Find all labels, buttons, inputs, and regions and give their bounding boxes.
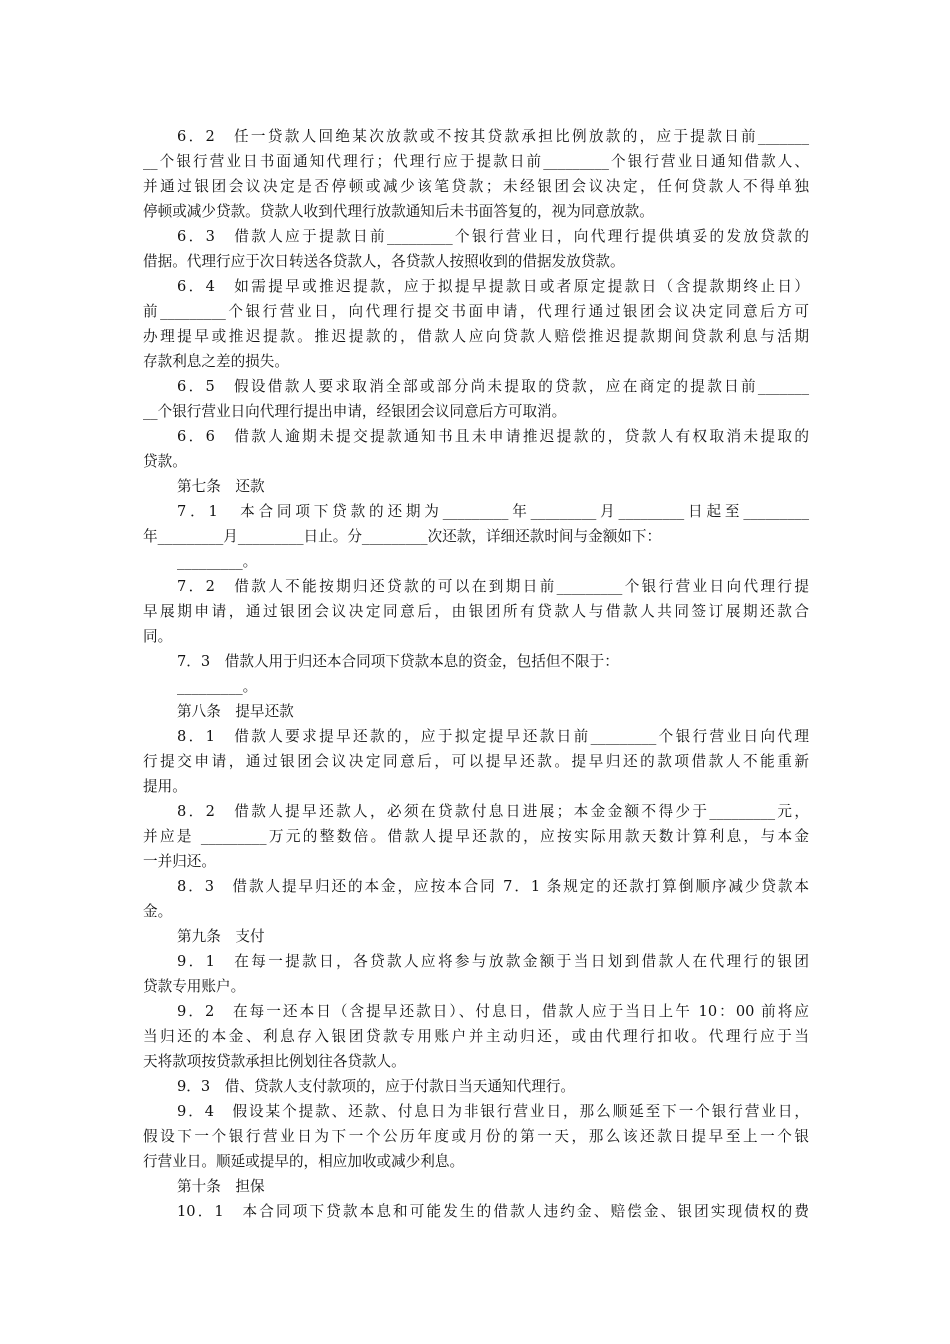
section-heading: 第七条 还款 bbox=[177, 478, 265, 495]
text-line: 6．5 假设借款人要求取消全部或部分尚未提取的贷款，应在商定的提款日前_______ bbox=[177, 378, 809, 395]
section-heading: 第九条 支付 bbox=[177, 928, 265, 945]
text-line: 办理提早或推迟提款。推迟提款的，借款人应向贷款人赔偿推迟提款期间贷款利息与活期 bbox=[143, 328, 809, 345]
text-line: 金。 bbox=[143, 903, 173, 920]
text-line: 7．2 借款人不能按期归还贷款的可以在到期日前_________个银行营业日向代理行提 bbox=[177, 578, 809, 595]
text-line: 前_________个银行营业日，向代理行提交书面申请，代理行通过银团会议决定同意后方可 bbox=[143, 303, 809, 320]
document-page bbox=[143, 124, 809, 1224]
text-line: 8．1 借款人要求提早还款的，应于拟定提早还款日前_________个银行营业日向代理 bbox=[177, 728, 809, 745]
text-line: __个银行营业日书面通知代理行；代理行应于提款日前_________个银行营业日通知借款人、 bbox=[143, 153, 809, 170]
text-line: 8．3 借款人提早归还的本金，应按本合同 7．1 条规定的还款打算倒顺序减少贷款本 bbox=[177, 878, 809, 895]
text-line: 9．1 在每一提款日，各贷款人应将参与放款金额于当日划到借款人在代理行的银团 bbox=[177, 953, 809, 970]
section-heading: 第十条 担保 bbox=[177, 1178, 265, 1195]
text-line: 10．1 本合同项下贷款本息和可能发生的借款人违约金、赔偿金、银团实现债权的费 bbox=[177, 1203, 809, 1220]
text-line: _________。 bbox=[177, 678, 258, 695]
text-line: 存款利息之差的损失。 bbox=[143, 353, 289, 370]
text-line: 6．4 如需提早或推迟提款，应于拟提早提款日或者原定提款日（含提款期终止日） bbox=[177, 278, 809, 295]
text-line: 并通过银团会议决定是否停顿或减少该笔贷款；未经银团会议决定，任何贷款人不得单独 bbox=[143, 178, 809, 195]
text-line: 提用。 bbox=[143, 778, 187, 795]
text-line: 6．6 借款人逾期未提交提款通知书且未申请推迟提款的，贷款人有权取消未提取的 bbox=[177, 428, 809, 445]
text-line: 当归还的本金、利息存入银团贷款专用账户并主动归还，或由代理行扣收。代理行应于当 bbox=[143, 1028, 809, 1045]
text-line: 并应是 _________万元的整数倍。借款人提早还款的，应按实际用款天数计算利息，与本金 bbox=[143, 828, 809, 845]
text-line: 借据。代理行应于次日转送各贷款人，各贷款人按照收到的借据发放贷款。 bbox=[143, 253, 625, 270]
text-line: 6．3 借款人应于提款日前_________个银行营业日，向代理行提供填妥的发放贷款的 bbox=[177, 228, 809, 245]
text-line: _________。 bbox=[177, 553, 258, 570]
text-line: 同。 bbox=[143, 628, 173, 645]
text-line: 早展期申请，通过银团会议决定同意后，由银团所有贷款人与借款人共同签订展期还款合 bbox=[143, 603, 809, 620]
text-line: 天将款项按贷款承担比例划往各贷款人。 bbox=[143, 1053, 406, 1070]
text-line: 假设下一个银行营业日为下一个公历年度或月份的第一天，那么该还款日提早至上一个银 bbox=[143, 1128, 809, 1145]
text-line: 6．2 任一贷款人回绝某次放款或不按其贷款承担比例放款的，应于提款日前_______ bbox=[177, 128, 809, 145]
text-line: 8．2 借款人提早还款人，必须在贷款付息日进展；本金金额不得少于_________元， bbox=[177, 803, 809, 820]
text-line: 行营业日。顺延或提早的，相应加收或减少利息。 bbox=[143, 1153, 465, 1170]
text-line: 贷款。 bbox=[143, 453, 187, 470]
text-line: 7．3 借款人用于归还本合同项下贷款本息的资金，包括但不限于： bbox=[177, 653, 619, 670]
text-line: 年_________月_________日止。分_________次还款，详细还款时间与金额如下： bbox=[143, 528, 662, 545]
text-line: 行提交申请，通过银团会议决定同意后，可以提早还款。提早归还的款项借款人不能重新 bbox=[143, 753, 809, 770]
text-line: 9．3 借、贷款人支付款项的，应于付款日当天通知代理行。 bbox=[177, 1078, 576, 1095]
text-line: 停顿或减少贷款。贷款人收到代理行放款通知后未书面答复的，视为同意放款。 bbox=[143, 203, 654, 220]
text-line: 贷款专用账户。 bbox=[143, 978, 246, 995]
text-line: 9．4 假设某个提款、还款、付息日为非银行营业日，那么顺延至下一个银行营业日， bbox=[177, 1103, 809, 1120]
text-line: __个银行营业日向代理行提出申请，经银团会议同意后方可取消。 bbox=[143, 403, 567, 420]
text-line: 7．1 本合同项下贷款的还期为_________年_________月_________日起至_________ bbox=[177, 503, 809, 520]
section-heading: 第八条 提早还款 bbox=[177, 703, 294, 720]
text-line: 一并归还。 bbox=[143, 853, 216, 870]
text-line: 9．2 在每一还本日（含提早还款日）、付息日，借款人应于当日上午 10：00 前将应 bbox=[177, 1003, 809, 1020]
